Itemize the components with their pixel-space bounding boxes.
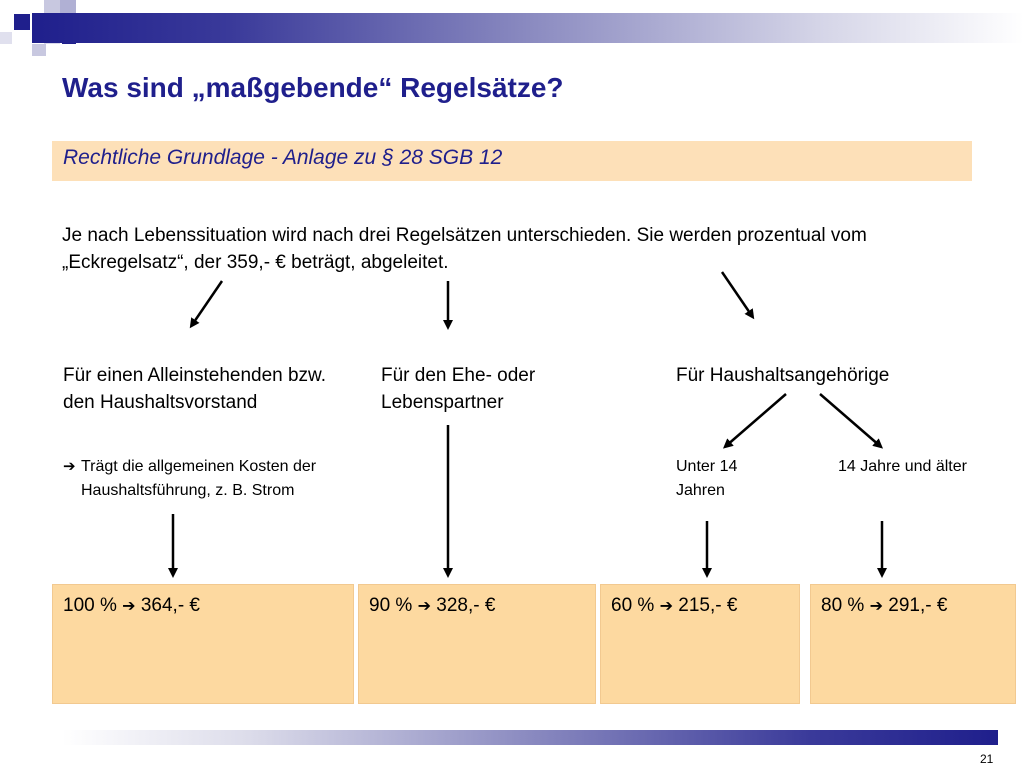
slide-title: Was sind „maßgebende“ Regelsätze? bbox=[62, 72, 564, 103]
result-value: 100 % ➔ 364,- € bbox=[63, 595, 200, 616]
right-arrow-icon: ➔ bbox=[63, 458, 76, 475]
page-number: 21 bbox=[980, 752, 994, 766]
right-arrow-icon: ➔ bbox=[869, 598, 883, 615]
arrow-icon bbox=[820, 394, 880, 446]
note-text: Trägt die allgemeinen Kosten der Haushaltsführung, z. B. Strom bbox=[81, 458, 317, 499]
arrow-icon bbox=[192, 281, 222, 325]
right-arrow-icon: ➔ bbox=[122, 598, 136, 615]
result-value: 80 % ➔ 291,- € bbox=[821, 595, 948, 616]
result-box-alleinstehend bbox=[52, 584, 354, 704]
intro-text: Je nach Lebenssituation wird nach drei Regelsätzen unterschieden. Sie werden prozentual vom „Eckregelsatz“, der 359,- € beträgt, abgeleitet. bbox=[62, 225, 867, 273]
slide-subtitle: Rechtliche Grundlage - Anlage zu § 28 SGB 12 bbox=[63, 146, 503, 169]
result-box-partner bbox=[358, 584, 596, 704]
result-value: 90 % ➔ 328,- € bbox=[369, 595, 496, 616]
sub-over-14: 14 Jahre und älter bbox=[838, 458, 967, 475]
heading-angehoerige: Für Haushaltsangehörige bbox=[676, 365, 890, 386]
bottom-decoration-bar bbox=[62, 730, 998, 745]
right-arrow-icon: ➔ bbox=[659, 598, 673, 615]
result-value: 60 % ➔ 215,- € bbox=[611, 595, 738, 616]
result-box-under-14 bbox=[600, 584, 800, 704]
right-arrow-icon: ➔ bbox=[417, 598, 431, 615]
arrow-icon bbox=[722, 272, 752, 316]
heading-partner: Für den Ehe- oder Lebenspartner bbox=[381, 365, 536, 413]
arrow-icon bbox=[726, 394, 786, 446]
sub-under-14: Unter 14 Jahren bbox=[676, 458, 738, 499]
result-box-over-14 bbox=[810, 584, 1016, 704]
heading-alleinstehend: Für einen Alleinstehenden bzw. den Haushaltsvorstand bbox=[63, 365, 327, 413]
